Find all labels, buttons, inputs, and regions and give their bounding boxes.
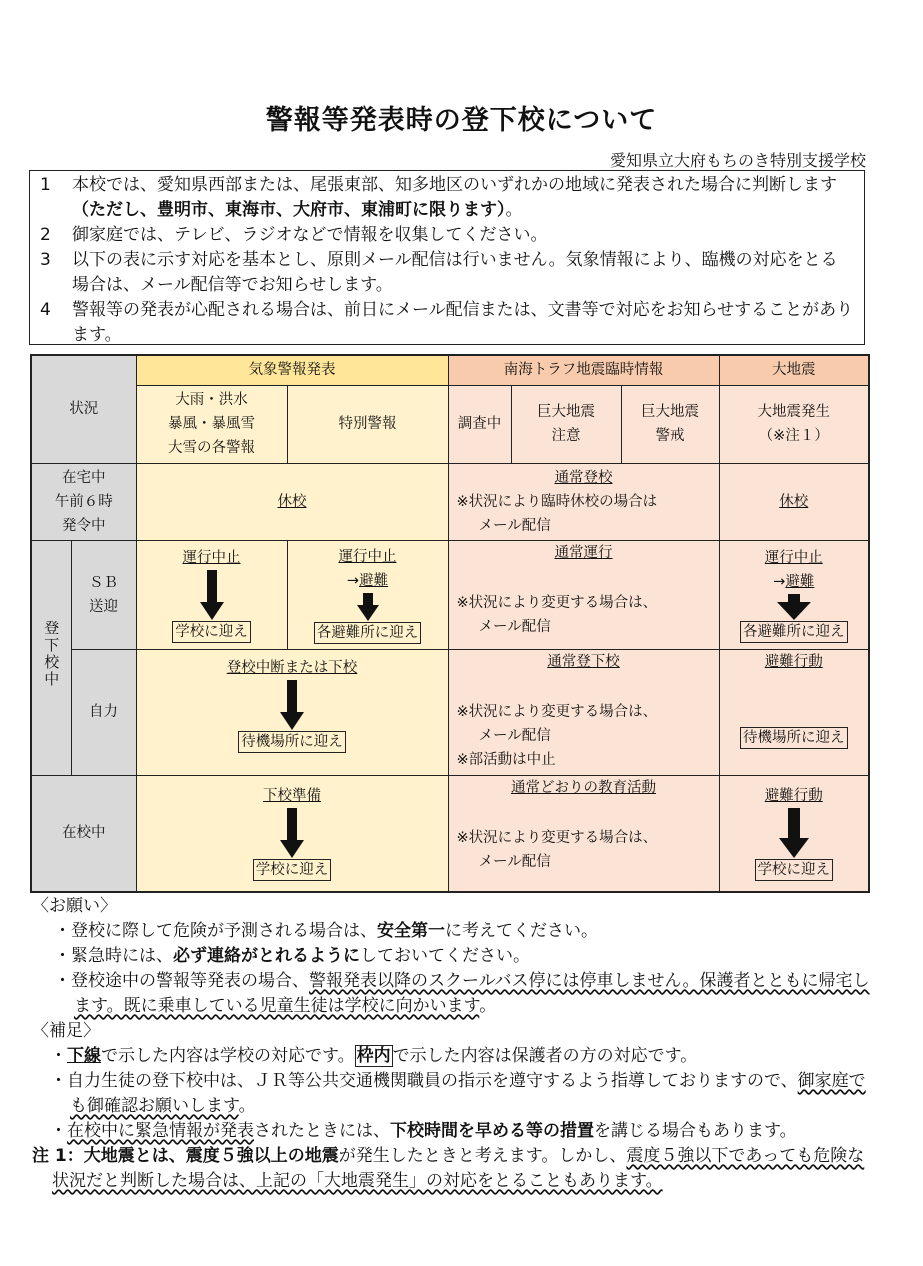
arrow-prefix: → bbox=[773, 573, 786, 590]
sub-quake-caution bbox=[511, 385, 621, 463]
school-response: 休校 bbox=[277, 493, 307, 510]
line: 在宅中 bbox=[62, 469, 106, 486]
down-arrow-icon bbox=[777, 594, 811, 620]
parent-response: 各避難所に迎え bbox=[314, 622, 422, 644]
bold-text: 安全第一 bbox=[377, 921, 445, 941]
line: ※状況により臨時休校の場合は bbox=[456, 493, 658, 510]
text: で示した内容は保護者の方の対応です。 bbox=[392, 1046, 698, 1066]
text: が発生したときと考えます。しかし、 bbox=[338, 1146, 627, 1166]
down-arrow-icon bbox=[280, 808, 304, 858]
sub-quake-alert bbox=[621, 385, 719, 463]
line: 発令中 bbox=[62, 517, 106, 534]
home-weather bbox=[136, 463, 448, 540]
wavy-text: 警報発表以降のスクールバス停には停車しません。保護者とともに帰宅します。既に乗車している児童生徒は学校に向かいます bbox=[74, 971, 870, 1016]
supplement-item-3 bbox=[32, 1119, 877, 1144]
row-label-at-school: 在校中 bbox=[31, 775, 136, 892]
school-nankai bbox=[448, 775, 719, 892]
line: 巨大地震 bbox=[537, 404, 595, 420]
sb-weather-warnings bbox=[136, 540, 287, 649]
intro-item-2 bbox=[40, 223, 854, 248]
school-response: 運行中止 bbox=[338, 548, 397, 565]
footnote-label: 注 1： bbox=[32, 1146, 84, 1166]
down-arrow-icon bbox=[779, 808, 809, 858]
line: メール配信 bbox=[478, 618, 551, 635]
arrow-prefix: → bbox=[346, 572, 360, 589]
line: メール配信 bbox=[478, 853, 551, 870]
school-response: 休校 bbox=[779, 493, 809, 510]
line: メール配信 bbox=[478, 727, 551, 744]
intro-item-4 bbox=[40, 298, 854, 348]
item-text: 警報等の発表が心配される場合は、前日にメール配信または、文書等で対応をお知らせすることがあります。 bbox=[72, 300, 854, 345]
bold-text: 大地震とは、震度５強以上の地震 bbox=[83, 1146, 339, 1166]
situation-label: 状況 bbox=[31, 355, 136, 463]
text: されたときには、 bbox=[254, 1121, 390, 1141]
footnote-1 bbox=[32, 1144, 877, 1194]
text: ・登校に際して危険が予測される場合は、 bbox=[54, 921, 377, 941]
item-bold: （ただし、豊明市、東海市、大府市、東浦町に限ります） bbox=[72, 200, 506, 220]
request-item-2 bbox=[32, 944, 877, 969]
intro-box bbox=[29, 170, 865, 345]
wavy-text: 在校中に緊急情報が発表 bbox=[67, 1121, 254, 1141]
bold-text: 必ず連絡がとれるように bbox=[173, 946, 360, 966]
sb-nankai bbox=[448, 540, 719, 649]
item-number: 2 bbox=[40, 225, 51, 245]
down-arrow-icon bbox=[280, 680, 304, 730]
line: ＳＢ bbox=[89, 574, 118, 591]
text: で示した内容は学校の対応です。 bbox=[101, 1046, 355, 1066]
request-item-3 bbox=[32, 969, 877, 1019]
line: 大雨・洪水 bbox=[175, 392, 248, 408]
item-number: 1 bbox=[40, 175, 51, 195]
parent-response: 学校に迎え bbox=[172, 621, 251, 643]
vertical-label: 登下校中 bbox=[42, 619, 61, 688]
text: ・ bbox=[50, 1121, 67, 1141]
text: しておいてください。 bbox=[360, 946, 530, 966]
supplement-item-2 bbox=[32, 1069, 877, 1119]
sub-special-warning: 特別警報 bbox=[287, 385, 448, 463]
row-label-home bbox=[31, 463, 136, 540]
parent-response: 待機場所に迎え bbox=[740, 727, 848, 749]
wavy-text: 震度５強以下であっても危険な状況だと判断した場合は、上記の「大地震発生」の対応をとることもあります。 bbox=[52, 1146, 865, 1191]
item-end: 。 bbox=[505, 200, 523, 220]
school-response: 避難行動 bbox=[764, 788, 823, 805]
item-number: 4 bbox=[40, 300, 51, 320]
school-response: 通常どおりの教育活動 bbox=[511, 779, 656, 796]
header-weather: 気象警報発表 bbox=[136, 355, 448, 385]
supplement-item-1 bbox=[32, 1044, 877, 1069]
sub-major-quake bbox=[719, 385, 869, 463]
notes-section bbox=[32, 894, 877, 1194]
sub-weather-warnings bbox=[136, 385, 287, 463]
row-label-commute bbox=[31, 540, 71, 775]
line: ※状況により変更する場合は、 bbox=[456, 703, 658, 720]
home-nankai bbox=[448, 463, 719, 540]
parent-response: 学校に迎え bbox=[755, 859, 834, 881]
underline-sample: 下線 bbox=[67, 1046, 101, 1066]
school-weather bbox=[136, 775, 448, 892]
sb-special-warning bbox=[287, 540, 448, 649]
school-response: 登校中断または下校 bbox=[226, 660, 358, 676]
page-title: 警報等発表時の登下校について bbox=[265, 105, 658, 136]
item-number: 3 bbox=[40, 250, 51, 270]
text: ・ bbox=[50, 1046, 67, 1066]
item-text: 本校では、愛知県西部または、尾張東部、知多地区のいずれかの地域に発表された場合に判断します bbox=[72, 175, 837, 195]
home-quake bbox=[719, 463, 869, 540]
intro-item-1 bbox=[40, 173, 854, 223]
requests-heading: 〈お願い〉 bbox=[32, 896, 117, 916]
down-arrow-icon bbox=[357, 593, 379, 621]
header-nankai: 南海トラフ地震臨時情報 bbox=[448, 355, 719, 385]
school-name: 愛知県立大府もちのき特別支援学校 bbox=[609, 151, 866, 170]
line: （※注１） bbox=[758, 428, 829, 444]
text: ・自力生徒の登下校中は、ＪＲ等公共交通機関職員の指示を遵守するよう指導しておりますので、 bbox=[50, 1071, 798, 1091]
school-response: 避難行動 bbox=[764, 653, 823, 670]
sb-quake bbox=[719, 540, 869, 649]
line: 警戒 bbox=[655, 428, 685, 444]
school-response: 通常登校 bbox=[554, 469, 613, 486]
parent-response: 各避難所に迎え bbox=[740, 621, 848, 643]
item-text: 以下の表に示す対応を基本とし、原則メール配信は行いません。気象情報により、臨機の対応をとる場合は、メール配信等でお知らせします。 bbox=[72, 250, 838, 295]
parent-response: 待機場所に迎え bbox=[238, 731, 346, 753]
line: ※状況により変更する場合は、 bbox=[456, 829, 658, 846]
row-label-self: 自力 bbox=[71, 649, 136, 775]
bold-text: 下校時間を早める等の措置 bbox=[390, 1121, 594, 1141]
school-quake bbox=[719, 775, 869, 892]
school-response: 避難 bbox=[785, 573, 815, 590]
item-text: 御家庭では、テレビ、ラジオなどで情報を収集してください。 bbox=[72, 225, 548, 245]
line: 巨大地震 bbox=[641, 404, 699, 420]
self-weather bbox=[136, 649, 448, 775]
text: 。 bbox=[238, 1096, 256, 1116]
school-response: 通常登下校 bbox=[547, 653, 620, 670]
down-arrow-icon bbox=[200, 570, 224, 620]
wavy-text: 御家庭でも御確認お願いします bbox=[70, 1071, 866, 1116]
line: 送迎 bbox=[89, 598, 118, 615]
school-response: 通常運行 bbox=[554, 544, 613, 561]
parent-response: 学校に迎え bbox=[253, 859, 332, 881]
line: ※状況により変更する場合は、 bbox=[456, 594, 658, 611]
frame-sample: 枠内 bbox=[356, 1046, 391, 1066]
evacuate-line bbox=[720, 570, 869, 594]
line: 大雪の各警報 bbox=[168, 440, 255, 456]
evacuate-line bbox=[288, 569, 448, 593]
text: ・緊急時には、 bbox=[54, 946, 173, 966]
response-table bbox=[30, 354, 870, 893]
self-nankai bbox=[448, 649, 719, 775]
header-quake: 大地震 bbox=[719, 355, 869, 385]
text: 。 bbox=[479, 996, 497, 1016]
line: 大地震発生 bbox=[757, 404, 830, 420]
line: 午前６時 bbox=[54, 493, 113, 510]
school-response: 下校準備 bbox=[263, 788, 321, 805]
line: ※部活動は中止 bbox=[456, 751, 556, 768]
line: 注意 bbox=[551, 428, 581, 444]
intro-item-3 bbox=[40, 248, 854, 298]
text: に考えてください。 bbox=[445, 921, 598, 941]
row-label-sb bbox=[71, 540, 136, 649]
text: を講じる場合もあります。 bbox=[594, 1121, 797, 1141]
request-item-1 bbox=[32, 919, 877, 944]
school-response: 運行中止 bbox=[764, 549, 823, 566]
supplement-heading: 〈補足〉 bbox=[32, 1021, 100, 1041]
self-quake bbox=[719, 649, 869, 775]
school-response: 運行中止 bbox=[182, 549, 241, 566]
text: ・登校途中の警報等発表の場合、 bbox=[54, 971, 309, 991]
school-response: 避難 bbox=[359, 572, 389, 589]
line: メール配信 bbox=[478, 517, 551, 534]
sub-investigating: 調査中 bbox=[448, 385, 511, 463]
line: 暴風・暴風雪 bbox=[168, 416, 255, 432]
